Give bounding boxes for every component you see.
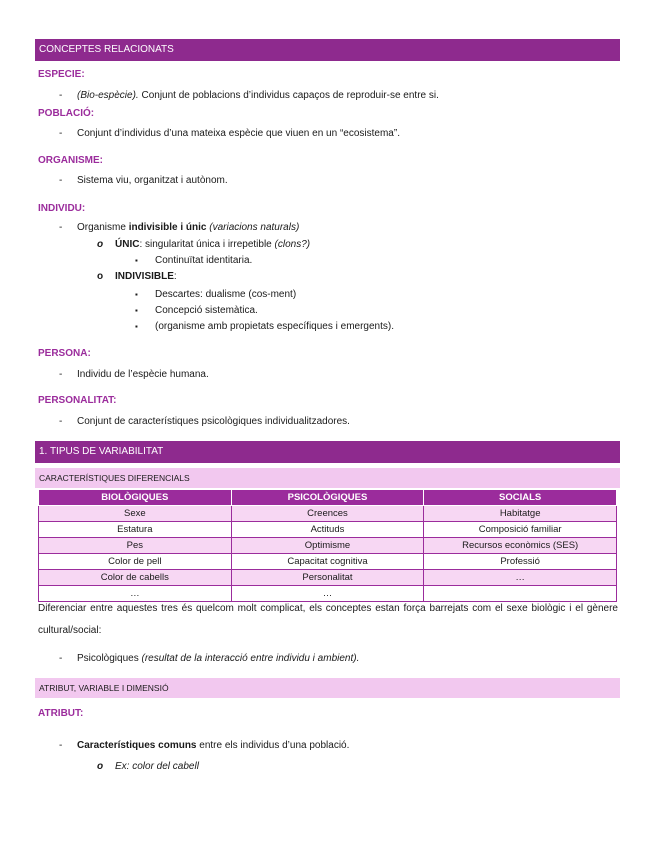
indivisible-colon: :	[173, 271, 177, 282]
subsection-title-attribute: ATRIBUT, VARIABLE I DIMENSIÓ	[39, 683, 169, 693]
table-cell: Color de cabells	[39, 570, 232, 586]
section-bar-related	[35, 39, 620, 61]
table-row	[39, 538, 617, 554]
section-title-related: CONCEPTES RELACIONATS	[39, 44, 174, 55]
table-cell: Habitatge	[424, 506, 617, 522]
table-cell: Personalitat	[231, 570, 424, 586]
table-cell: Creences	[231, 506, 424, 522]
table-cell: …	[424, 570, 617, 586]
personalitat-definition: Conjunt de característiques psicològiques individualitzadores.	[77, 416, 350, 427]
table-cell: Color de pell	[39, 554, 232, 570]
table-row	[39, 570, 617, 586]
table-cell: …	[231, 586, 424, 602]
table-row	[39, 522, 617, 538]
dash-marker: -	[59, 90, 63, 101]
persona-definition: Individu de l’espècie humana.	[77, 369, 209, 380]
unic-subitem: Continuïtat identitaria.	[155, 255, 253, 266]
table-cell: Actituds	[231, 522, 424, 538]
atribut-example-text: Ex: color del cabell	[115, 761, 199, 772]
section-bar-types	[35, 441, 620, 463]
unic-italic: (clons?)	[274, 239, 311, 250]
heading-poblacio: POBLACIÓ:	[38, 108, 95, 119]
column-header: PSICOLÒGIQUES	[231, 490, 424, 506]
heading-persona: PERSONA:	[38, 348, 91, 359]
indivisible-item	[115, 271, 177, 282]
indivisible-subitem-1: Descartes: dualisme (cos-ment)	[155, 289, 297, 300]
square-bullet: ▪	[135, 290, 138, 299]
table-header-row	[39, 490, 617, 506]
heading-organisme: ORGANISME:	[38, 155, 103, 166]
dash-marker: -	[59, 416, 63, 427]
subsection-bar-attribute	[35, 678, 620, 698]
unic-text: : singularitat única i irrepetible	[139, 239, 275, 250]
dash-marker: -	[59, 128, 63, 139]
square-bullet: ▪	[135, 256, 138, 265]
dash-marker: -	[59, 222, 63, 233]
differentiation-paragraph: Diferenciar entre aquestes tres és quelcom molt complicat, els conceptes estan força barrejats com el sexe biològic i el gènere cultural/social:	[38, 603, 618, 636]
especie-italic: (Bio-espècie).	[77, 90, 139, 101]
circle-marker: o	[97, 239, 104, 250]
table-cell: Professió	[424, 554, 617, 570]
section-title-types: 1. TIPUS DE VARIABILITAT	[39, 446, 164, 457]
atribut-definition	[77, 740, 349, 751]
table-cell: Estatura	[39, 522, 232, 538]
table-row	[39, 506, 617, 522]
variability-table	[38, 489, 617, 602]
dash-marker: -	[59, 175, 63, 186]
heading-especie: ESPECIE:	[38, 69, 85, 80]
column-header: BIOLÒGIQUES	[39, 490, 232, 506]
dash-marker: -	[59, 653, 63, 664]
unic-label: ÚNIC	[115, 239, 140, 250]
subsection-title-differential: CARACTERÍSTIQUES DIFERENCIALS	[39, 473, 190, 483]
individu-bold: indivisible i únic	[128, 222, 207, 233]
table-cell: Recursos econòmics (SES)	[424, 538, 617, 554]
indivisible-label: INDIVISIBLE	[115, 271, 174, 282]
individu-italic: (variacions naturals)	[209, 222, 300, 233]
table-cell: …	[39, 586, 232, 602]
square-bullet: ▪	[135, 306, 138, 315]
heading-atribut: ATRIBUT:	[38, 708, 84, 719]
psico-label: Psicològiques	[77, 653, 142, 664]
poblacio-definition: Conjunt d’individus d’una mateixa espècie que viuen en un “ecosistema”.	[77, 128, 400, 139]
individu-text-a: Organisme	[77, 222, 129, 233]
table-cell: Optimisme	[231, 538, 424, 554]
dash-marker: -	[59, 740, 63, 751]
heading-personalitat: PERSONALITAT:	[38, 395, 117, 406]
indivisible-subitem-2: Concepció sistemàtica.	[155, 305, 258, 316]
atribut-text: entre els individus d’una població.	[196, 740, 350, 751]
table-cell: Composició familiar	[424, 522, 617, 538]
dash-marker: -	[59, 369, 63, 380]
table-row	[39, 554, 617, 570]
square-bullet: ▪	[135, 322, 138, 331]
atribut-bold: Característiques comuns	[77, 740, 197, 751]
unic-item	[115, 239, 310, 250]
psico-italic: (resultat de la interacció entre individu i ambient).	[141, 653, 360, 664]
especie-text: Conjunt de poblacions d’individus capaços de reproduir-se entre si.	[138, 90, 439, 101]
circle-marker: o	[97, 271, 104, 282]
psico-item	[77, 653, 359, 664]
table-cell: Sexe	[39, 506, 232, 522]
atribut-example	[115, 761, 199, 772]
heading-individu: INDIVIDU:	[38, 203, 86, 214]
column-header: SOCIALS	[424, 490, 617, 506]
table-cell: Pes	[39, 538, 232, 554]
circle-marker: o	[97, 761, 104, 772]
individu-definition	[77, 222, 299, 233]
especie-definition	[77, 90, 439, 101]
table-cell: Capacitat cognitiva	[231, 554, 424, 570]
subsection-bar-differential	[35, 468, 620, 488]
organisme-definition: Sistema viu, organitzat i autònom.	[77, 175, 228, 186]
indivisible-subitem-3: (organisme amb propietats específiques i emergents).	[155, 321, 395, 332]
